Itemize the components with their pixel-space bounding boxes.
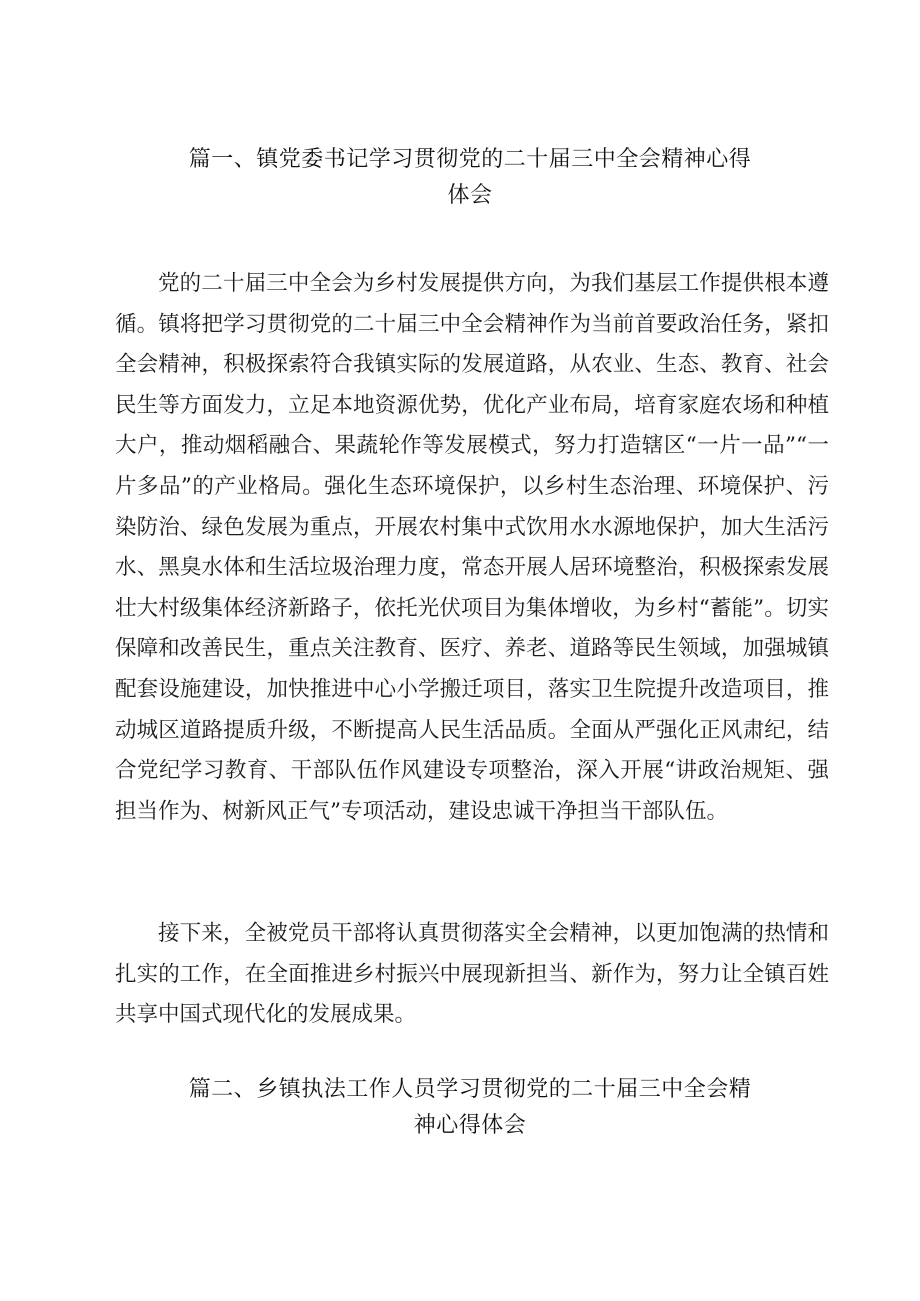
section-1-heading-line-2: 体会 — [447, 183, 493, 208]
section-1-paragraph-1: 党的二十届三中全会为乡村发展提供方向，为我们基层工作提供根本遵循。镇将把学习贯彻党的二十届三中全会精神作为当前首要政治任务，紧扣全会精神，积极探索符合我镇实际的发展道路，从农业、生态、教育、社会民生等方面发力，立足本地资源优势，优化产业布局，培育家庭农场和种植大户，推动烟稻融合、果蔬轮作等发展模式，努力打造辖区“一片一品”“一片多品”的产业格局。强化生态环境保护，以乡村生态治理、环境保护、污染防治、绿色发展为重点，开展农村集中式饮用水水源地保护，加大生活污水、黑臭水体和生活垃圾治理力度，常态开展人居环境整治，积极探索发展壮大村级集体经济新路子，依托光伏项目为集体增收，为乡村“蓄能”。切实保障和改善民生，重点关注教育、医疗、养老、道路等民生领域，加强城镇配套设施建设，加快推进中心小学搬迁项目，落实卫生院提升改造项目，推动城区道路提质升级，不断提高人民生活品质。全面从严强化正风肃纪，结合党纪学习教育、干部队伍作风建设专项整治，深入开展“讲政治规矩、强担当作为、树新风正气”专项活动，建设忠诚干净担当干部队伍。 — [115, 271, 829, 824]
section-1-paragraph-2-block — [115, 914, 829, 1036]
section-1-heading-line-1: 篇一、镇党委书记学习贯彻党的二十届三中全会精神心得 — [188, 147, 752, 172]
section-1-paragraph-1-block — [115, 264, 829, 832]
section-1-heading — [100, 142, 840, 214]
section-1-paragraph-2: 接下来，全被党员干部将认真贯彻落实全会精神，以更加饱满的热情和扎实的工作，在全面推进乡村振兴中展现新担当、新作为，努力让全镇百姓共享中国式现代化的发展成果。 — [115, 921, 829, 1028]
section-2-heading — [100, 1072, 840, 1144]
section-2-heading-line-2: 神心得体会 — [413, 1113, 527, 1138]
section-2-heading-line-1: 篇二、乡镇执法工作人员学习贯彻党的二十届三中全会精 — [188, 1077, 752, 1102]
